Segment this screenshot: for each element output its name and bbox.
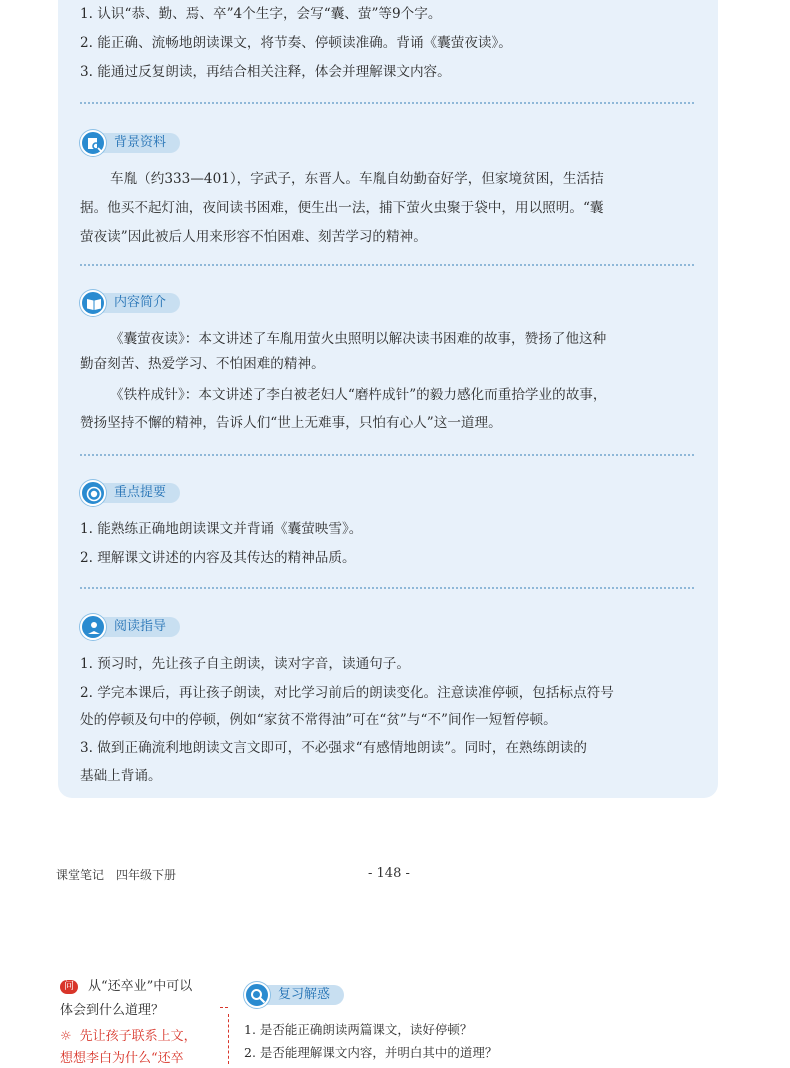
section-divider [80,454,694,456]
summary-text-line: 《囊萤夜读》：本文讲述了车胤用萤火虫照明以解决读书困难的故事，赞扬了他这种 [110,331,607,347]
review-item: 2. 是否能理解课文内容，并明白其中的道理？ [244,1045,498,1060]
background-text-line: 车胤（约333—401），字武子，东晋人。车胤自幼勤奋好学，但家境贫困，生活拮 [110,171,604,187]
review-item: 1. 是否能正确朗读两篇课文，读好停顿？ [244,1022,473,1037]
search-doc-icon [80,130,106,156]
annotation-connector [228,1014,230,1064]
key-point-item: 2. 理解课文讲述的内容及其传达的精神品质。 [80,550,356,566]
section-divider [80,102,694,104]
key-point-item: 1. 能熟练正确地朗读课文并背诵《囊萤映雪》。 [80,521,363,537]
section-title: 复习解惑 [260,985,344,1005]
goal-item: 2. 能正确、流畅地朗读课文，将节奏、停顿读准确。背诵《囊萤夜读》。 [80,35,512,51]
summary-text-line: 赞扬坚持不懈的精神，告诉人们“世上无难事，只怕有心人”这一道理。 [80,415,502,431]
reading-guide-line: 2. 学完本课后，再让孩子朗读，对比学习前后的朗读变化。注意读准停顿，包括标点符号 [80,685,614,701]
footer-book-title: 课堂笔记 四年级下册 [56,868,177,882]
margin-question: 体会到什么道理？ [60,1003,165,1018]
question-badge: 问 [60,980,78,994]
section-divider [80,264,694,266]
reading-guide-line: 基础上背诵。 [80,768,162,784]
summary-text-line: 《铁杵成针》：本文讲述了李白被老妇人“磨杵成针”的毅力感化而重拾学业的故事， [110,387,607,403]
background-text-line: 据。他买不起灯油，夜间读书困难，便生出一法，捕下萤火虫聚于袋中，用以照明。“囊 [80,200,604,216]
reading-guide-line: 3. 做到正确流利地朗读文言文即可，不必强求“有感情地朗读”。同时，在熟练朗读的 [80,740,587,756]
margin-hint: 想想李白为什么“还卒 [60,1051,184,1066]
magnifier-icon [244,982,270,1008]
reading-guide-line: 1. 预习时，先让孩子自主朗读，读对字音，读通句子。 [80,656,410,672]
lightbulb-icon: ☼ [60,1029,72,1044]
reader-icon [80,614,106,640]
annotation-connector [220,1007,228,1008]
goal-item: 1. 认识“恭、勤、焉、卒”4个生字，会写“囊、萤”等9个字。 [80,6,442,22]
margin-question: 问 从“还卒业”中可以 [60,978,192,996]
section-divider [80,587,694,589]
margin-hint: ☼ 先让孩子联系上文， [60,1029,197,1044]
section-title: 内容简介 [96,293,180,313]
page-number: - 148 - [368,866,410,881]
background-text-line: 萤夜读”因此被后人用来形容不怕困难、刻苦学习的精神。 [80,229,427,245]
target-icon [80,480,106,506]
section-title: 背景资料 [96,133,180,153]
goal-item: 3. 能通过反复朗读，再结合相关注释，体会并理解课文内容。 [80,64,451,80]
section-title: 重点提要 [96,483,180,503]
open-book-icon [80,290,106,316]
section-title: 阅读指导 [96,617,180,637]
summary-text-line: 勤奋刻苦、热爱学习、不怕困难的精神。 [80,356,325,372]
reading-guide-line: 处的停顿及句中的停顿，例如“家贫不常得油”可在“贫”与“不”间作一短暂停顿。 [80,712,557,728]
